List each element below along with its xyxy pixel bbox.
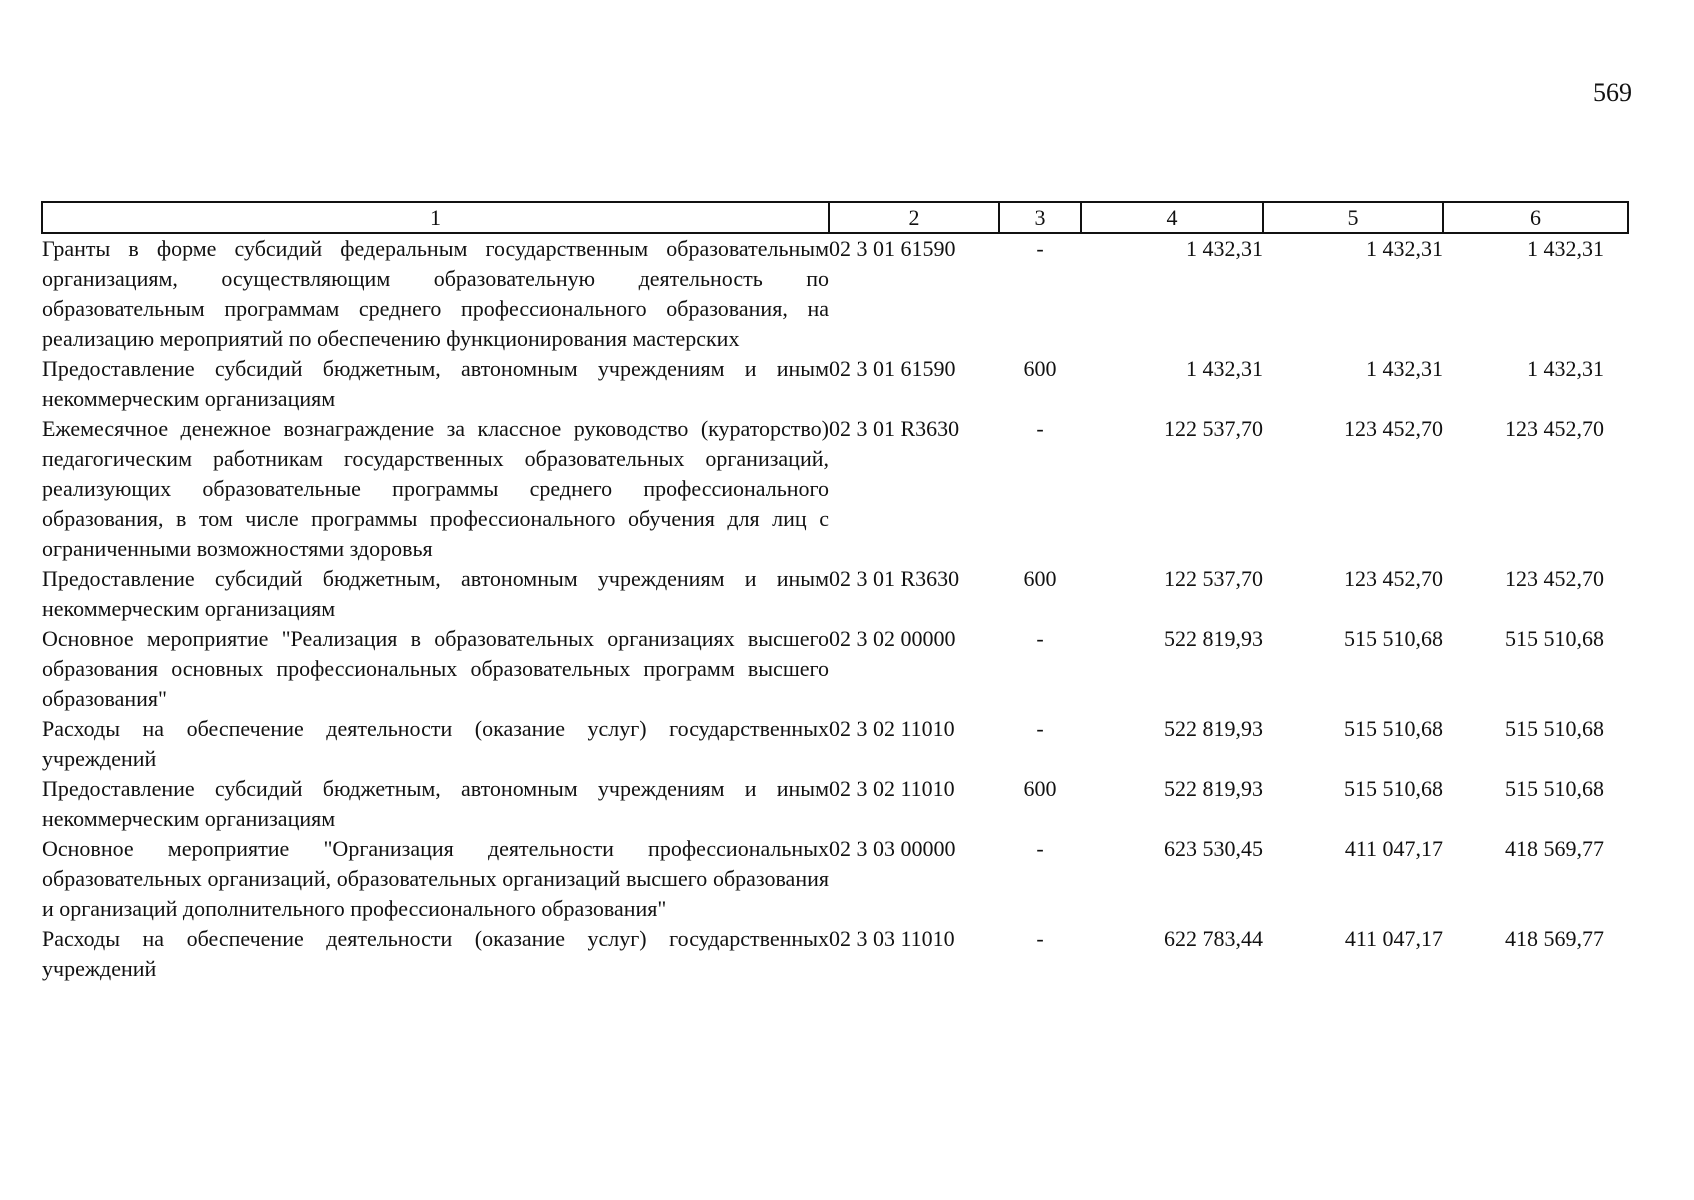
row-expense-type: 600 [1023, 356, 1057, 381]
row-expense-type: - [1036, 626, 1044, 651]
page-number: 569 [1593, 78, 1632, 107]
row-code: 02 3 01 61590 [829, 236, 956, 261]
row-expense-type: - [1036, 716, 1044, 741]
row-value-6: 515 510,68 [1505, 776, 1604, 801]
row-name: Основное мероприятие "Реализация в образовательных организациях высшего образования основных профессиональных образовательных программ высшего образования" [42, 626, 829, 711]
row-value-5: 411 047,17 [1344, 926, 1443, 951]
row-code: 02 3 02 11010 [829, 776, 955, 801]
row-value-5: 1 432,31 [1366, 356, 1443, 381]
row-code: 02 3 01 R3630 [829, 566, 960, 591]
table-row [42, 564, 1628, 624]
table-row [42, 924, 1628, 984]
table-row [42, 624, 1628, 714]
row-name: Предоставление субсидий бюджетным, автономным учреждениям и иным некоммерческим организациям [42, 566, 829, 621]
row-value-5: 1 432,31 [1366, 236, 1443, 261]
header-row [42, 202, 1628, 233]
row-code: 02 3 03 11010 [829, 926, 955, 951]
table-body [42, 233, 1628, 984]
row-name: Основное мероприятие "Организация деятельности профессиональных образовательных организаций, образовательных организаций высшего образования и организаций дополнительного профессионального образования" [42, 836, 829, 921]
budget-table [41, 201, 1629, 984]
row-code: 02 3 03 00000 [829, 836, 956, 861]
row-expense-type: - [1036, 926, 1044, 951]
row-expense-type: - [1036, 416, 1044, 441]
column-header-1: 1 [42, 202, 829, 233]
row-value-6: 418 569,77 [1505, 926, 1604, 951]
row-value-4: 1 432,31 [1186, 356, 1263, 381]
row-name: Ежемесячное денежное вознаграждение за классное руководство (кураторство) педагогическим работникам государственных образовательных организаций, реализующих образовательные программы среднего профессионального образования, в том числе программы профессионального обучения для лиц с ограниченными возможностями здоровья [42, 416, 829, 561]
row-value-6: 515 510,68 [1505, 626, 1604, 651]
row-value-5: 515 510,68 [1344, 776, 1443, 801]
column-header-3: 3 [999, 202, 1081, 233]
row-expense-type: 600 [1023, 776, 1057, 801]
table-row [42, 774, 1628, 834]
row-value-4: 122 537,70 [1164, 416, 1263, 441]
row-value-5: 123 452,70 [1344, 416, 1443, 441]
row-code: 02 3 01 R3630 [829, 416, 960, 441]
table-row [42, 233, 1628, 354]
column-header-6: 6 [1443, 202, 1628, 233]
row-value-5: 123 452,70 [1344, 566, 1443, 591]
row-value-6: 418 569,77 [1505, 836, 1604, 861]
row-value-5: 515 510,68 [1344, 626, 1443, 651]
row-name: Расходы на обеспечение деятельности (оказание услуг) государственных учреждений [42, 926, 829, 981]
row-code: 02 3 01 61590 [829, 356, 956, 381]
table-header [42, 202, 1628, 233]
row-value-4: 1 432,31 [1186, 236, 1263, 261]
table-row [42, 714, 1628, 774]
row-value-6: 123 452,70 [1505, 416, 1604, 441]
row-value-4: 122 537,70 [1164, 566, 1263, 591]
row-name: Расходы на обеспечение деятельности (оказание услуг) государственных учреждений [42, 716, 829, 771]
row-value-6: 515 510,68 [1505, 716, 1604, 741]
table-row [42, 354, 1628, 414]
row-value-4: 522 819,93 [1164, 776, 1263, 801]
row-value-6: 1 432,31 [1527, 236, 1604, 261]
row-value-4: 622 783,44 [1164, 926, 1263, 951]
table-row [42, 414, 1628, 564]
row-name: Гранты в форме субсидий федеральным государственным образовательным организациям, осуществляющим образовательную деятельность по образовательным программам среднего профессионального образования, на реализацию мероприятий по обеспечению функционирования мастерских [42, 236, 829, 351]
row-value-4: 522 819,93 [1164, 626, 1263, 651]
row-expense-type: - [1036, 236, 1044, 261]
row-code: 02 3 02 11010 [829, 716, 955, 741]
row-expense-type: 600 [1023, 566, 1057, 591]
row-value-5: 411 047,17 [1344, 836, 1443, 861]
row-value-4: 623 530,45 [1164, 836, 1263, 861]
column-header-4: 4 [1081, 202, 1263, 233]
row-name: Предоставление субсидий бюджетным, автономным учреждениям и иным некоммерческим организациям [42, 356, 829, 411]
row-expense-type: - [1036, 836, 1044, 861]
row-value-6: 1 432,31 [1527, 356, 1604, 381]
row-value-4: 522 819,93 [1164, 716, 1263, 741]
row-value-5: 515 510,68 [1344, 716, 1443, 741]
column-header-2: 2 [829, 202, 999, 233]
row-code: 02 3 02 00000 [829, 626, 956, 651]
row-name: Предоставление субсидий бюджетным, автономным учреждениям и иным некоммерческим организациям [42, 776, 829, 831]
row-value-6: 123 452,70 [1505, 566, 1604, 591]
table-row [42, 834, 1628, 924]
column-header-5: 5 [1263, 202, 1443, 233]
